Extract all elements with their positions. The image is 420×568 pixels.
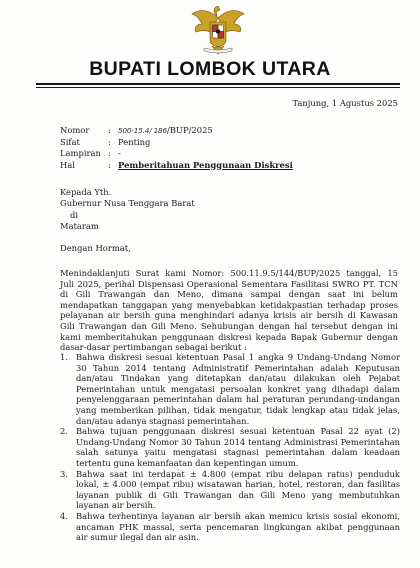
list-item: [60, 469, 400, 511]
meta-sep: :: [108, 136, 111, 147]
meta-label: Hal: [60, 159, 75, 170]
list-item-line: Pemerintahan untuk mengatasi persoalan konkret yang dihadapi dalam: [76, 383, 400, 394]
letterhead-title: BUPATI LOMBOK UTARA: [89, 58, 331, 80]
list-item-number: 3.: [60, 468, 68, 479]
addressee-line: Kepada Yth.: [60, 187, 112, 197]
body-line: Juli 2025, perihal Dispensasi Operasional Sementara Fasilitasi SWRO PT. TCN: [60, 278, 398, 289]
list-item-line: dan/atau adanya stagnasi pemerintahan.: [76, 415, 250, 426]
handwritten-number: 500-15.4/ 186: [118, 126, 167, 135]
list-item-line: Bahwa tujuan penggunaan diskresi sesuai ketentuan Pasal 22 ayat (2): [76, 426, 400, 437]
addressee-line: Gubernur Nusa Tenggara Barat: [60, 198, 195, 209]
body-line: kami memberitahukan penggunaan diskresi kepada Bapak Gubernur dengan: [60, 331, 398, 342]
meta-value-hal: Pemberitahuan Penggunaan Diskresi: [118, 159, 293, 170]
list-item: [60, 511, 400, 543]
meta-value-nomor: [118, 125, 213, 137]
consideration-list: [60, 352, 400, 543]
greeting: Dengan Hormat,: [60, 243, 131, 253]
list-item-line: tertentu guna kemanfaatan dan kepentingan umum.: [76, 457, 299, 468]
meta-label: Nomor: [60, 125, 90, 135]
body-line: pelayanan air bersih guna menghindari adanya krisis air bersih di Kawasan: [60, 310, 398, 321]
list-item-line: dan/atau Tindakan yang ditetapkan dan/atau dilakukan oleh Pejabat: [76, 373, 400, 384]
list-item-line: Bahwa diskresi sesuai ketentuan Pasal 1 angka 9 Undang-Undang Nomor: [76, 352, 400, 362]
meta-row-hal: [60, 160, 293, 172]
meta-row-nomor: [60, 125, 293, 137]
list-item-number: 2.: [60, 426, 68, 437]
list-item-number: 4.: [60, 510, 68, 521]
meta-row-sifat: [60, 137, 293, 149]
garuda-emblem-icon: [190, 4, 246, 56]
meta-sep: :: [108, 159, 111, 170]
body-line: Gili Trawangan dan Gili Meno. Sehubungan dengan hal tersebut dengan ini: [60, 320, 398, 331]
meta-row-lampiran: [60, 148, 293, 160]
list-item-line: yang memberikan pilihan, tidak mengatur, tidak lengkap atau tidak jelas,: [76, 404, 400, 415]
list-item: [60, 352, 400, 426]
list-item-line: layanan publik di Gili Trawangan dan Gili Meno yang membutuhkan: [76, 489, 400, 500]
meta-sep: :: [108, 125, 111, 135]
list-item-number: 1.: [60, 352, 68, 362]
list-item-line: 30 Tahun 2014 tentang Administratif Pemerintahan adalah Keputusan: [76, 362, 400, 373]
body-line: dasar-dasar pertimbangan sebagai berikut :: [60, 342, 247, 353]
list-item-line: Bahwa terhentinya layanan air bersih akan memicu krisis sosial ekonomi,: [76, 510, 400, 521]
list-item-line: Bahwa saat ini terdapat ± 4.800 (empat ribu delapan ratus) penduduk: [76, 468, 400, 479]
place-date: Tanjung, 1 Agustus 2025: [292, 98, 398, 108]
list-item-text: [76, 469, 400, 511]
list-item-line: lokal, ± 4.000 (empat ribu) wisatawan harian, hotel, restoran, dan fasilitas: [76, 479, 400, 490]
meta-value-lampiran: -: [118, 148, 121, 159]
list-item-line: ancaman PHK massal, serta pencemaran lingkungan akibat penggunaan: [76, 521, 400, 532]
list-item-line: Undang-Undang Nomor 30 Tahun 2014 tentang Administrasi Pemerintahan: [76, 436, 400, 447]
body-line: mendapatkan tanggapan yang menyebabkan ketidakpastian terhadap proses: [60, 299, 398, 310]
meta-label: Lampiran: [60, 148, 101, 159]
nomor-suffix: /BUP/2025: [166, 125, 213, 135]
body-line: di Gili Trawangan dan Meno, dimana sampai dengan saat ini belum: [60, 289, 398, 300]
meta-label: Sifat: [60, 136, 80, 147]
list-item-line: salah satunya yaitu mengatasi stagnasi pemerintahan dalam keadaan: [76, 447, 400, 458]
letter-meta: [60, 125, 293, 171]
list-item-text: [76, 426, 400, 468]
letterhead-divider-thick: [36, 83, 400, 85]
body-line: Menindaklanjuti Surat kami Nomor: 500.11.9.5/144/BUP/2025 tanggal, 15: [60, 268, 398, 278]
list-item: [60, 426, 400, 468]
list-item-text: [76, 511, 400, 543]
letterhead-divider-thin: [36, 87, 400, 88]
list-item-text: [76, 352, 400, 426]
list-item-line: layanan air bersih.: [76, 500, 156, 511]
meta-sep: :: [108, 148, 111, 159]
addressee-line: di: [70, 209, 79, 220]
addressee-line: Mataram: [60, 221, 99, 232]
meta-value-sifat: Penting: [118, 136, 151, 147]
body-paragraph: [60, 268, 398, 353]
list-item-line: penyelenggaraan pemerintahan dalam hal peraturan perundang-undangan: [76, 394, 400, 405]
addressee-block: [60, 187, 195, 233]
list-item-line: air sumur ilegal dan air asin.: [76, 532, 199, 543]
